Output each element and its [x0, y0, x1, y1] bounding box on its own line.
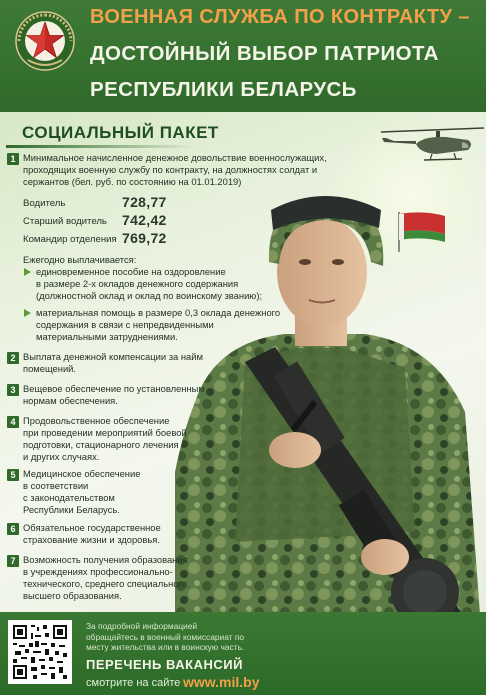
item-number-1: 1	[7, 153, 19, 165]
vacancy-list-heading: ПЕРЕЧЕНЬ ВАКАНСИЙ	[86, 657, 243, 672]
item-number-6: 6	[7, 523, 19, 535]
qr-code[interactable]	[8, 620, 72, 684]
site-label: смотрите на сайте	[86, 677, 181, 689]
belarus-flag	[399, 212, 445, 252]
bullet-arrow-icon	[24, 268, 31, 276]
item-number-4: 4	[7, 416, 19, 428]
rank-value-senior-driver: 742,42	[122, 212, 167, 228]
item-7-text: Возможность получения образования в учреждениях профессионально- технического, среднего специального, высшего образования.	[23, 554, 190, 601]
item-5-text: Медицинское обеспечение в соответствии с законодательством Республики Беларусь.	[23, 468, 141, 515]
rank-label-squad-leader: Командир отделения	[23, 234, 117, 245]
rank-value-driver: 728,77	[122, 194, 167, 210]
rank-label-senior-driver: Старший водитель	[23, 216, 107, 227]
item-1-text: Минимальное начисленное денежное довольствие военнослужащих, проходящих военную службу по контракту, на должностях солдат и сержантов (бел. руб. по состоянию на 01.01.2019)	[23, 152, 327, 187]
section-title: СОЦИАЛЬНЫЙ ПАКЕТ	[22, 123, 219, 142]
soldier-photo	[175, 112, 486, 695]
title-line-2: ДОСТОЙНЫЙ ВЫБОР ПАТРИОТА	[90, 42, 439, 65]
annual-label: Ежегодно выплачивается:	[23, 254, 137, 265]
rank-label-driver: Водитель	[23, 198, 66, 209]
item-4-text: Продовольственное обеспечение при проведении мероприятий боевой подготовки, стационарного лечения и других случаях.	[23, 415, 187, 462]
item-3-text: Вещевое обеспечение по установленным нормам обеспечения.	[23, 383, 205, 406]
title-line-3: РЕСПУБЛИКИ БЕЛАРУСЬ	[90, 78, 357, 101]
footer-info-text: За подробной информацией обращайтесь в военный комиссариат по месту жительства или в воинскую часть.	[86, 621, 245, 652]
website-link[interactable]: www.mil.by	[183, 674, 260, 690]
bullet-arrow-icon	[24, 309, 31, 317]
item-number-3: 3	[7, 384, 19, 396]
item-number-2: 2	[7, 352, 19, 364]
item-number-5: 5	[7, 469, 19, 481]
item-6-text: Обязательное государственное страхование жизни и здоровья.	[23, 522, 161, 545]
bullet-2-text: материальная помощь в размере 0,3 оклада денежного содержания в связи с непредвиденными материальными затруднениями.	[36, 307, 281, 342]
red-star-emblem-icon	[14, 10, 76, 72]
bullet-1-text: единовременное пособие на оздоровление в размере 2-х окладов денежного содержания (должностной оклад и оклад по воинскому званию);	[36, 266, 263, 301]
qr-code-icon	[11, 623, 69, 681]
item-number-7: 7	[7, 555, 19, 567]
rank-value-squad-leader: 769,72	[122, 230, 167, 246]
title-line-1: ВОЕННАЯ СЛУЖБА ПО КОНТРАКТУ –	[90, 6, 470, 28]
title-divider	[6, 145, 196, 148]
item-2-text: Выплата денежной компенсации за найм помещений.	[23, 351, 203, 374]
